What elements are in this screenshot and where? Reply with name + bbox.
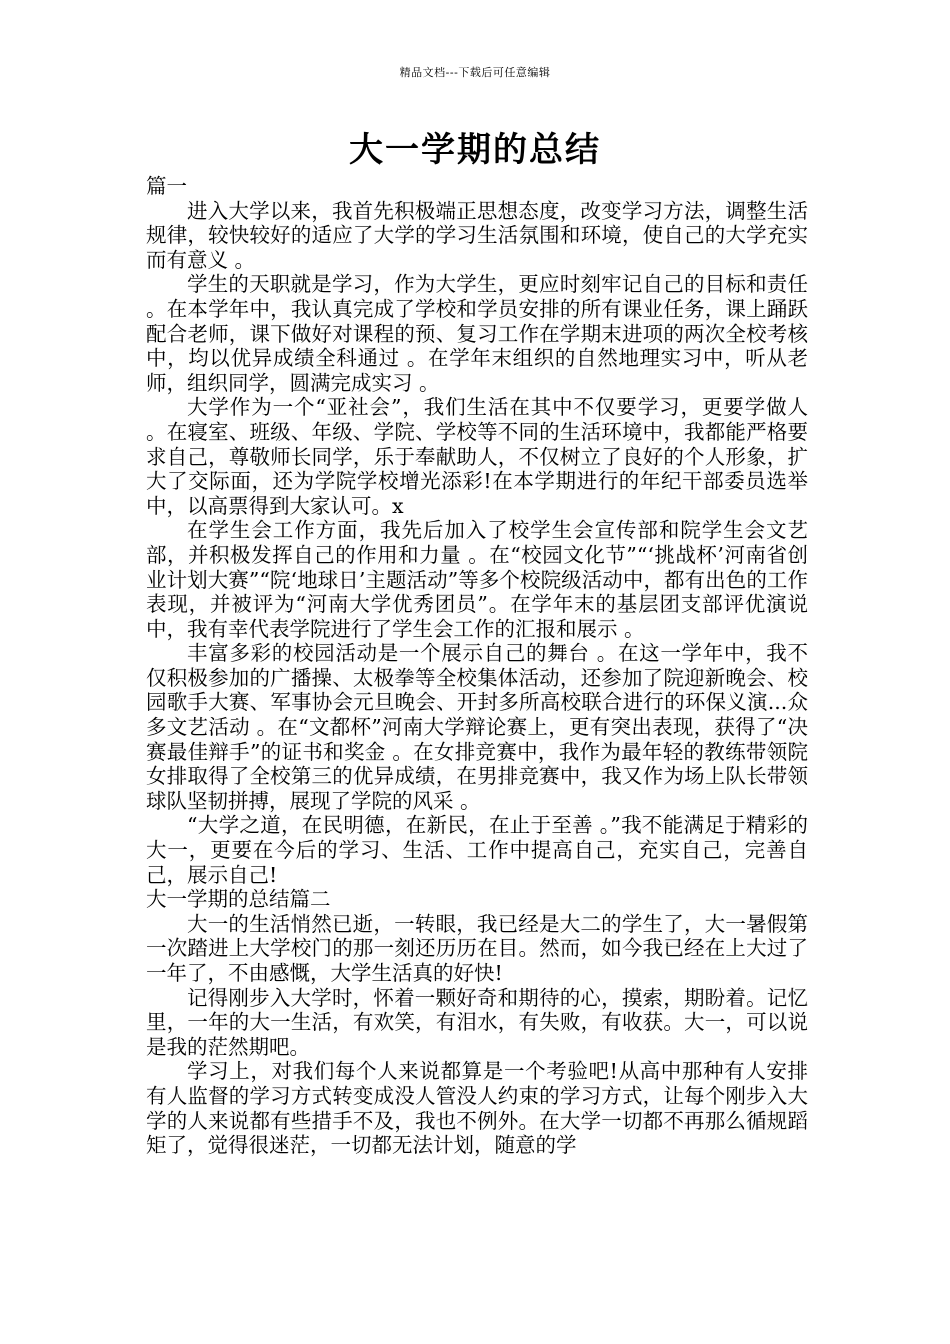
section-heading: 大一学期的总结篇二 xyxy=(146,887,331,912)
paragraph: 进入大学以来，我首先积极端正思想态度，改变学习方法，调整生活规律，较快较好的适应了大学的学习生活氛围和环境，使自己的大学充实而有意义 。 xyxy=(146,198,808,272)
section-heading: 篇一 xyxy=(146,174,187,198)
paragraph: 学习上，对我们每个人来说都算是一个考验吧!从高中那种有人安排有人监督的学习方式转变成没人管没人约束的学习方式，让每个刚步入大学的人来说都有些措手不及，我也不例外。在大学一切都不再那么循规蹈矩了，觉得很迷茫，一切都无法计划，随意的学 xyxy=(146,1059,808,1158)
paragraph: 记得刚步入大学时，怀着一颗好奇和期待的心，摸索，期盼着。记忆里，一年的大一生活，有欢笑，有泪水，有失败，有收获。大一，可以说是我的茫然期吧。 xyxy=(146,985,808,1059)
paragraph: “大学之道，在民明德，在新民，在止于至善 。”我不能满足于精彩的大一，更要在今后的学习、生活、工作中提高自己，充实自己，完善自己，展示自己! xyxy=(146,813,808,887)
paragraph: 在学生会工作方面，我先后加入了校学生会宣传部和院学生会文艺部，并积极发挥自己的作用和力量 。在“校园文化节”“‘挑战杯’河南省创业计划大赛”“院‘地球日’主题活动”等多个校院级活动中，都有出色的工作表现，并被评为“河南大学优秀团员”。在学年末的基层团支部评优演说中，我有幸代表学院进行了学生会工作的汇报和展示 。 xyxy=(146,518,808,641)
paragraph: 丰富多彩的校园活动是一个展示自己的舞台 。在这一学年中，我不仅积极参加的广播操、太极拳等全校集体活动，还参加了院迎新晚会、校园歌手大赛、军事协会元旦晚会、开封多所高校联合进行的环保义演...众多文艺活动 。在“文都杯”河南大学辩论赛上，更有突出表现，获得了“决赛最佳辩手”的证书和奖金 。在女排竞赛中，我作为最年轻的教练带领院女排取得了全校第三的优异成绩，在男排竞赛中，我又作为场上队长带领球队坚韧拼搏，展现了学院的风采 。 xyxy=(146,641,808,813)
paragraph: 大学作为一个“亚社会”，我们生活在其中不仅要学习，更要学做人 。在寝室、班级、年级、学院、学校等不同的生活环境中，我都能严格要求自己，尊敬师长同学，乐于奉献助人，不仅树立了良好的个人形象，扩大了交际面，还为学院学校增光添彩!在本学期进行的年纪干部委员选举中，以高票得到大家认可。x xyxy=(146,395,808,518)
paragraph: 大一的生活悄然已逝，一转眼，我已经是大二的学生了，大一暑假第一次踏进上大学校门的那一刻还历历在目。然而，如今我已经在上大过了一年了，不由感慨，大学生活真的好快! xyxy=(146,911,808,985)
page-header: 精品文档---下载后可任意编辑 xyxy=(399,66,551,79)
document-title: 大一学期的总结 xyxy=(349,130,601,170)
paragraph: 学生的天职就是学习，作为大学生，更应时刻牢记自己的目标和责任 。在本学年中，我认真完成了学校和学员安排的所有课业任务，课上踊跃配合老师，课下做好对课程的预、复习工作在学期末进项的两次全校考核中，均以优异成绩全科通过 。在学年末组织的自然地理实习中，听从老师，组织同学，圆满完成实习 。 xyxy=(146,272,808,395)
document-body xyxy=(146,174,808,1158)
